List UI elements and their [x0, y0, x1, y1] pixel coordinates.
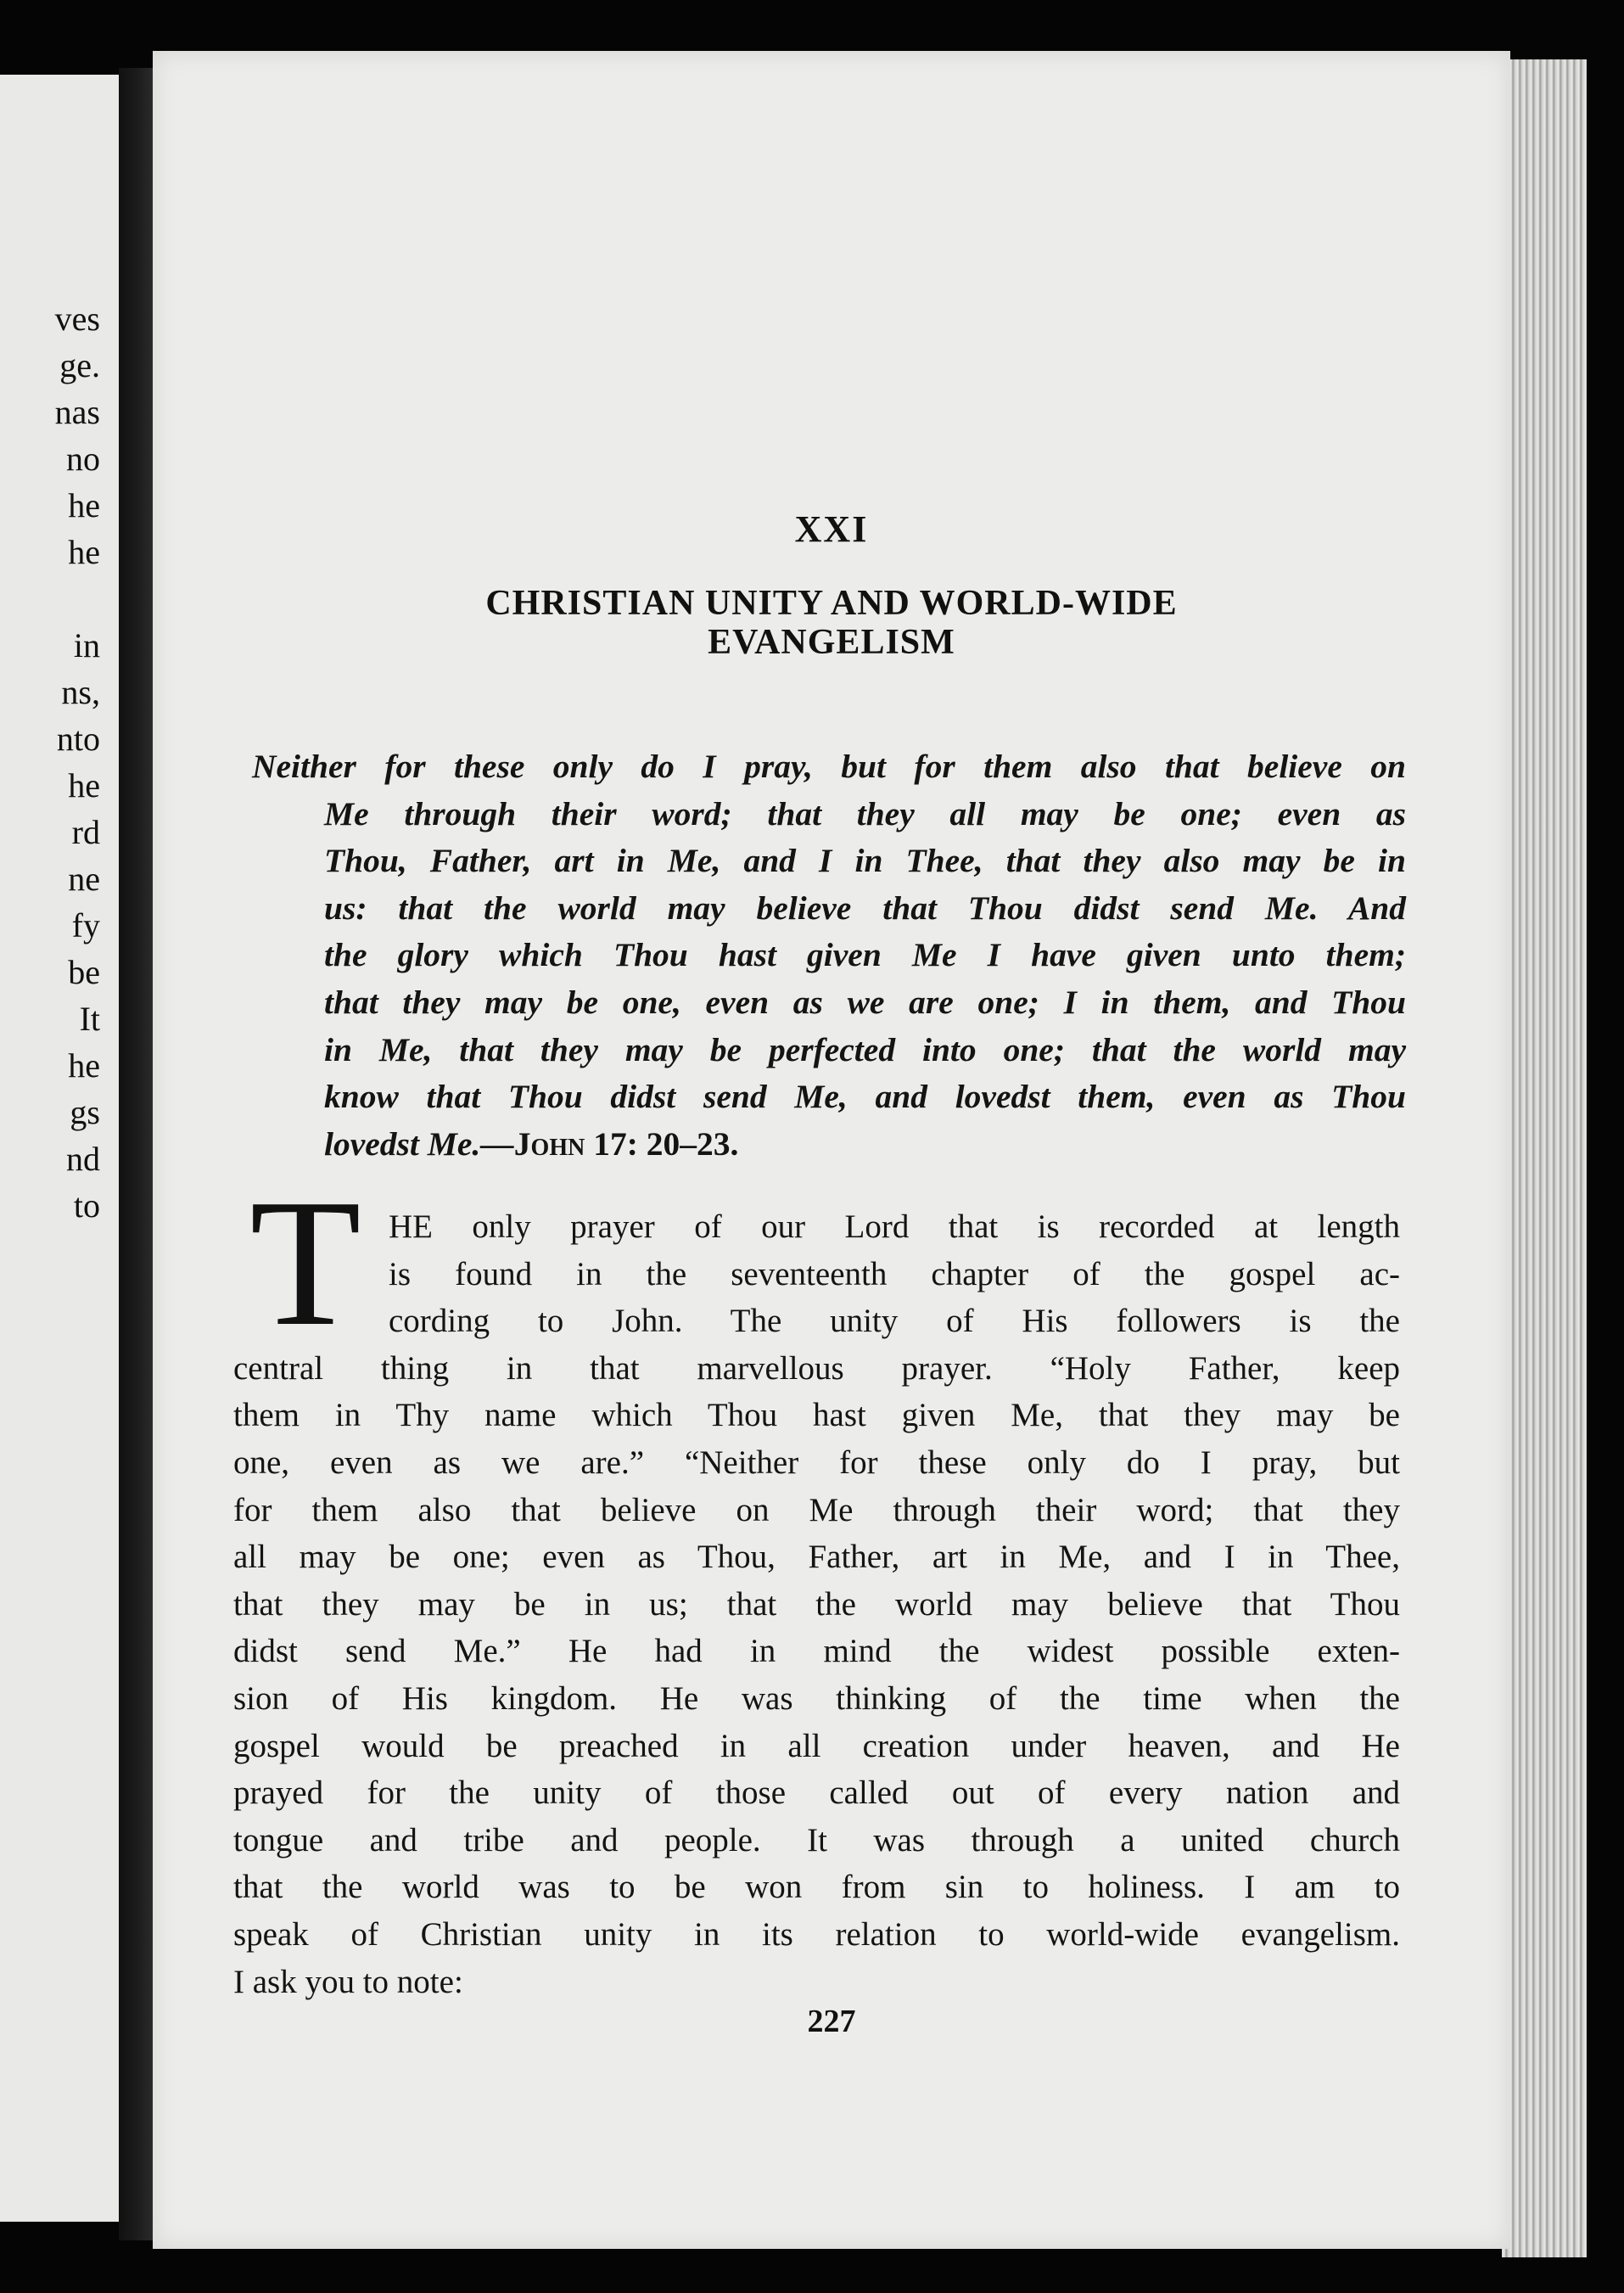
- body-paragraph: [233, 1203, 1400, 2005]
- facing-page-fragment: fy: [71, 906, 100, 945]
- body-line: that the world was to be won from sin to holiness. I am to: [233, 1869, 1400, 1906]
- body-line: gospel would be preached in all creation under heaven, and He: [233, 1727, 1400, 1764]
- book-page: [153, 51, 1510, 2249]
- facing-page-fragment: he: [68, 766, 100, 805]
- body-line: all may be one; even as Thou, Father, art in Me, and I in Thee,: [233, 1539, 1400, 1576]
- body-line: prayed for the unity of those called out of every nation and: [233, 1774, 1400, 1812]
- epigraph-line: in Me, that they may be perfected into one; that the world may: [324, 1030, 1406, 1068]
- epigraph-last-line: [252, 1121, 1406, 1169]
- epigraph-line: us: that the world may believe that Thou didst send Me. And: [324, 889, 1406, 927]
- chapter-title-line: EVANGELISM: [708, 623, 955, 663]
- body-line: HE only prayer of our Lord that is recorded at length: [389, 1208, 1400, 1245]
- facing-page-fragment: ves: [54, 300, 100, 338]
- epigraph-line: Thou, Father, art in Me, and I in Thee, that they also may be in: [324, 842, 1406, 880]
- epigraph-line: Neither for these only do I pray, but for them also that believe on: [252, 748, 1406, 785]
- body-line: for them also that believe on Me through their word; that they: [233, 1491, 1400, 1528]
- facing-page-fragment: ns,: [61, 673, 100, 711]
- facing-page-fragment: no: [66, 440, 100, 478]
- scripture-reference: John 17: 20–23.: [513, 1124, 739, 1163]
- facing-page-fragment: be: [68, 953, 100, 991]
- body-line: speak of Christian unity in its relation to world-wide evangelism.: [233, 1915, 1400, 1953]
- chapter-number: XXI: [794, 508, 869, 550]
- facing-page-fragment: rd: [71, 813, 100, 851]
- facing-page-fragment: in: [73, 626, 100, 664]
- body-line: tongue and tribe and people. It was through a united church: [233, 1821, 1400, 1859]
- facing-page-fragment: It: [79, 1000, 100, 1038]
- body-line: cording to John. The unity of His followers is the: [389, 1303, 1400, 1340]
- epigraph-line: lovedst Me.—: [324, 1124, 514, 1163]
- book-spine-shadow: [119, 68, 153, 2240]
- epigraph-line: know that Thou didst send Me, and lovedst them, even as Thou: [324, 1078, 1406, 1116]
- facing-page-fragment: he: [68, 486, 100, 524]
- epigraph-line: Me through their word; that they all may be one; even as: [324, 794, 1406, 833]
- body-line: is found in the seventeenth chapter of the gospel ac-: [389, 1255, 1400, 1292]
- body-line: one, even as we are.” “Neither for these only do I pray, but: [233, 1444, 1400, 1481]
- facing-page-fragment: nto: [56, 720, 100, 758]
- page-number: 227: [807, 2004, 856, 2039]
- body-line: didst send Me.” He had in mind the widest possible exten-: [233, 1633, 1400, 1670]
- page-stack-edge: [1502, 59, 1587, 2257]
- facing-page-fragment: nas: [54, 393, 100, 431]
- body-line: them in Thy name which Thou hast given Me, that they may be: [233, 1397, 1400, 1434]
- facing-page-fragment: nd: [66, 1140, 100, 1178]
- facing-page-fragment: to: [73, 1186, 100, 1225]
- body-line: central thing in that marvellous prayer. “Holy Father, keep: [233, 1349, 1400, 1387]
- facing-page-edge: [0, 75, 119, 2222]
- facing-page-fragment: ne: [68, 860, 100, 898]
- drop-cap: T: [249, 1161, 361, 1364]
- chapter-title-line: CHRISTIAN UNITY AND WORLD-WIDE: [485, 584, 1178, 623]
- facing-page-fragment: ge.: [59, 346, 100, 384]
- epigraph: [252, 743, 1406, 1168]
- facing-page-fragment: he: [68, 1046, 100, 1085]
- body-line: I ask you to note:: [233, 1963, 463, 2000]
- epigraph-line: that they may be one, even as we are one; I in them, and Thou: [324, 983, 1406, 1021]
- body-line: sion of His kingdom. He was thinking of the time when the: [233, 1679, 1400, 1717]
- facing-page-fragment: he: [68, 533, 100, 571]
- body-line: that they may be in us; that the world may believe that Thou: [233, 1585, 1400, 1623]
- facing-page-fragment: gs: [70, 1093, 100, 1131]
- chapter-title: [153, 584, 1510, 662]
- epigraph-line: the glory which Thou hast given Me I have given unto them;: [324, 936, 1406, 974]
